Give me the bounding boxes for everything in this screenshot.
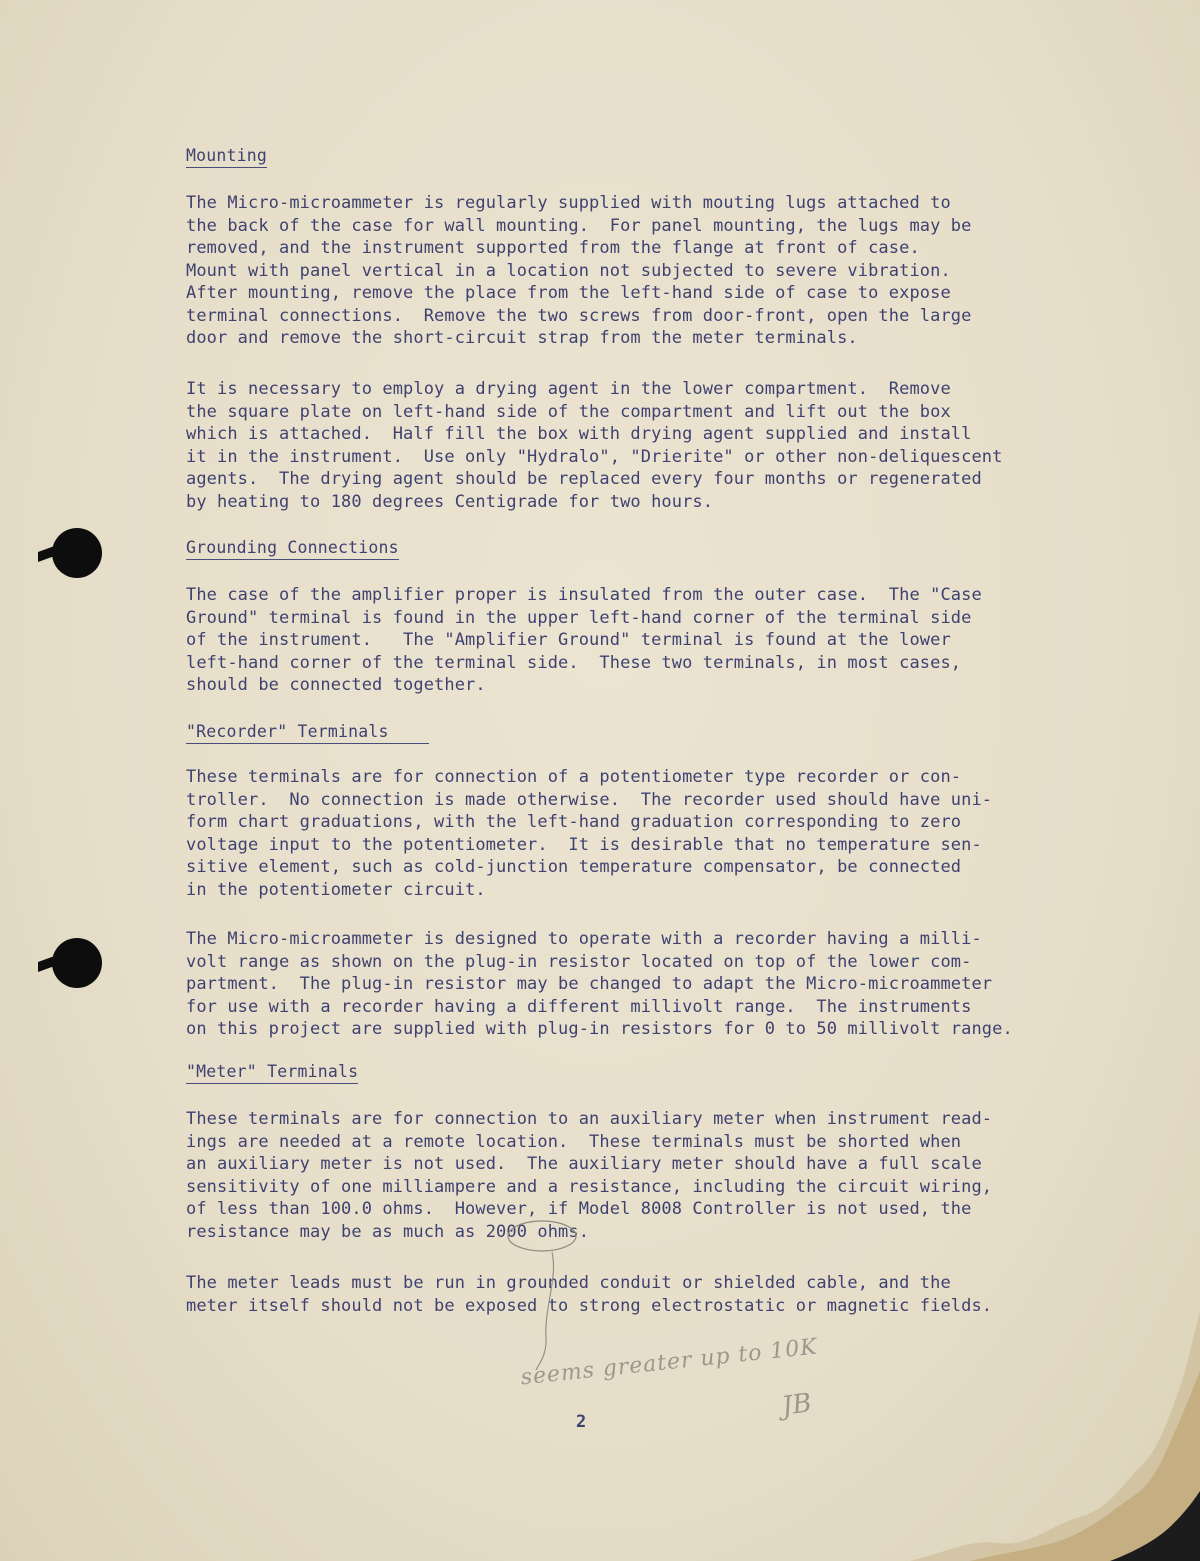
punch-hole-upper	[52, 528, 102, 578]
paragraph-recorder-1: These terminals are for connection of a potentiometer type recorder or con- troller. No connection is made otherwise. The recorder used should have uni- form chart graduations, with the left-hand graduation corresponding to zero voltage input to the potentiometer. It is desirable that no temperature sen- sitive element, such as cold-junction temperature compensator, be connected in the potentiometer circuit.	[186, 767, 993, 900]
punch-hole-lower	[52, 938, 102, 988]
paragraph-grounding-1: The case of the amplifier proper is insulated from the outer case. The "Case Ground" terminal is found in the upper left-hand corner of the terminal side of the instrument. The "Amplifier Ground" terminal is found at the lower left-hand corner of the terminal side. These two terminals, in most cases, should be connected together.	[186, 585, 982, 695]
paragraph-meter-2: The meter leads must be run in grounded conduit or shielded cable, and the meter itself should not be exposed to strong electrostatic or magnetic fields.	[186, 1273, 993, 1316]
section-heading-grounding: Grounding Connections	[186, 538, 399, 560]
paragraph-recorder-2: The Micro-microammeter is designed to operate with a recorder having a milli- volt range as shown on the plug-in resistor located on top of the lower com- partment. The plug-in resistor may be changed to adapt the Micro-microammeter for use with a recorder having a different millivolt range. The instruments on this project are supplied with plug-in resistors for 0 to 50 millivolt range.	[186, 929, 1013, 1039]
handwritten-note: seems greater up to 10K	[519, 1334, 819, 1391]
pencil-circle-mark	[500, 1218, 590, 1378]
paragraph-mounting-2: It is necessary to employ a drying agent in the lower compartment. Remove the square plate on left-hand side of the compartment and lift out the box which is attached. Half fill the box with drying agent supplied and install it in the instrument. Use only "Hydralo", "Drierite" or other non-deliquescent agents. The drying agent should be replaced every four months or regenerated by heating to 180 degrees Centigrade for two hours.	[186, 379, 1003, 512]
paragraph-mounting-1: The Micro-microammeter is regularly supplied with mouting lugs attached to the back of the case for wall mounting. For panel mounting, the lugs may be removed, and the instrument supported from the flange at front of case. Mount with panel vertical in a location not subjected to severe vibration. After mounting, remove the place from the left-hand side of case to expose terminal connections. Remove the two screws from door-front, open the large door and remove the short-circuit strap from the meter terminals.	[186, 193, 972, 348]
section-heading-recorder: "Recorder" Terminals	[186, 722, 429, 744]
handwritten-initials: JB	[780, 1388, 814, 1422]
page-number: 2	[576, 1412, 587, 1432]
torn-corner-damage	[910, 1311, 1200, 1561]
section-heading-meter: "Meter" Terminals	[186, 1062, 358, 1084]
section-heading-mounting: Mounting	[186, 146, 267, 168]
paragraph-meter-1: These terminals are for connection to an auxiliary meter when instrument read- ings are needed at a remote location. These terminals must be shorted when an auxiliary meter is not used. The auxiliary meter should have a full scale sensitivity of one milliampere and a resistance, including the circuit wiring, of less than 100.0 ohms. However, if Model 8008 Controller is not used, the resistance may be as much as 2000 ohms.	[186, 1109, 993, 1242]
